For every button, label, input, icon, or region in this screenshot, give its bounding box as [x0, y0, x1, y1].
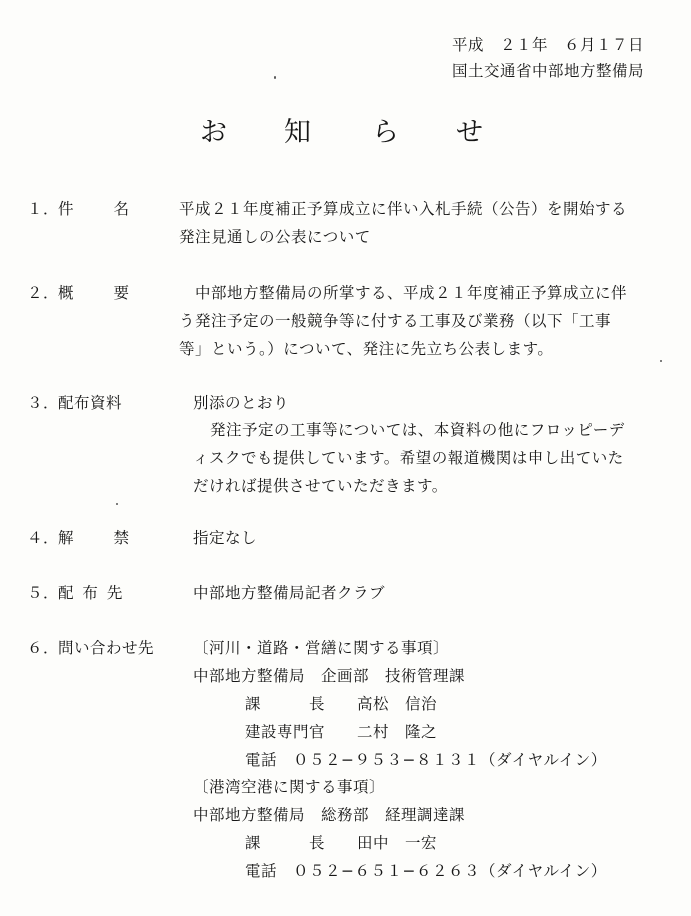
contact-group-1-department: 中部地方整備局 企画部 技術管理課 — [193, 667, 466, 685]
section-3-label: 配布資料 — [58, 394, 123, 412]
section-2-line-2: う発注予定の一般競争等に付する工事及び業務（以下「工事 — [179, 312, 612, 330]
title-char-1: お — [200, 117, 228, 148]
section-5-label: 配 布 先 — [58, 584, 125, 602]
title-char-3: ら — [372, 117, 400, 148]
scan-speck — [660, 360, 662, 362]
contact-group-1-phone: 電話 ０５２−９５３−８１３１（ダイヤルイン） — [245, 751, 607, 769]
contact-group-1-heading: 〔河川・道路・営繕に関する事項〕 — [193, 639, 450, 657]
section-3-line-1: 別添のとおり — [193, 394, 290, 412]
section-3-line-4: だければ提供させていただきます。 — [193, 477, 448, 495]
title-char-4: せ — [456, 117, 484, 148]
scan-speck — [116, 503, 118, 505]
section-1-number: １． — [27, 200, 60, 218]
section-6-label: 問い合わせ先 — [58, 639, 155, 657]
section-3-line-2: 発注予定の工事等については、本資料の他にフロッピーデ — [210, 421, 625, 439]
contact-group-2-department: 中部地方整備局 総務部 経理調達課 — [193, 806, 466, 824]
section-2-line-1: 中部地方整備局の所掌する、平成２１年度補正予算成立に伴 — [179, 284, 628, 302]
contact-group-1-person-1: 課 長 高松 信治 — [245, 695, 438, 713]
issuing-organization: 国土交通省中部地方整備局 — [452, 62, 645, 80]
section-6-number: ６． — [27, 639, 60, 657]
section-1-line-2: 発注見通しの公表について — [179, 228, 371, 246]
title-char-2: 知 — [284, 117, 312, 148]
contact-group-1-person-2: 建設専門官 二村 隆之 — [245, 723, 438, 741]
section-2-label: 概 要 — [58, 284, 133, 302]
contact-group-2-phone: 電話 ０５２−６５１−６２６３（ダイヤルイン） — [245, 862, 607, 880]
contact-group-2-heading: 〔港湾空港に関する事項〕 — [193, 778, 386, 796]
section-1-line-1: 平成２１年度補正予算成立に伴い入札手続（公告）を開始する — [179, 200, 628, 218]
section-4-number: ４． — [27, 529, 60, 547]
section-5-line-1: 中部地方整備局記者クラブ — [193, 584, 386, 602]
section-2-line-3: 等」という。）について、発注に先立ち公表します。 — [179, 340, 554, 358]
scan-speck — [274, 76, 276, 79]
section-3-line-3: ィスクでも提供しています。希望の報道機関は申し出ていた — [193, 449, 624, 467]
section-1-label: 件 名 — [58, 200, 133, 218]
issue-date: 平成 ２１年 ６月１７日 — [452, 36, 645, 54]
section-3-number: ３． — [27, 394, 60, 412]
section-5-number: ５． — [27, 584, 60, 602]
section-4-label: 解 禁 — [58, 529, 133, 547]
contact-group-2-person-1: 課 長 田中 一宏 — [245, 834, 438, 852]
section-4-line-1: 指定なし — [193, 529, 258, 547]
section-2-number: ２． — [27, 284, 60, 302]
